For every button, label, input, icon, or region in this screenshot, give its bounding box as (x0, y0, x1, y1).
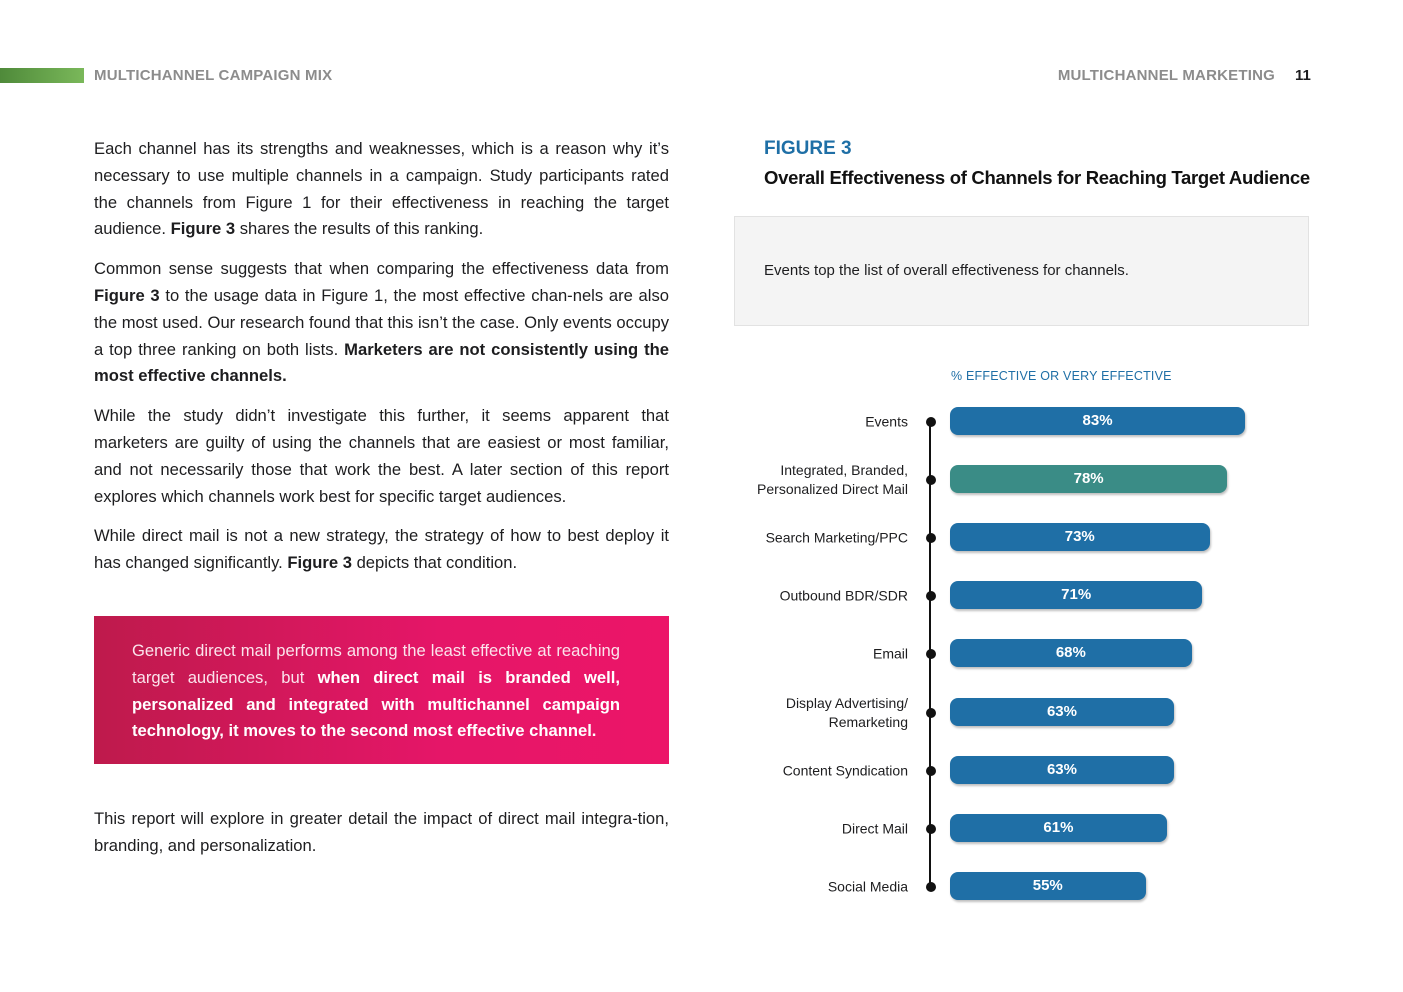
paragraph-3: While the study didn’t investigate this further, it seems apparent that marketers are guilty of using the channels that are easiest or most familiar, and not necessarily those that work the best. A later section of this report explores which channels work best for specific target audiences. (94, 406, 669, 506)
body-text (94, 136, 669, 590)
bar (950, 581, 1202, 609)
category-label: Social Media (827, 878, 908, 895)
chart-row (700, 581, 1320, 611)
chart-row (700, 462, 1320, 498)
callout-box (94, 616, 669, 764)
figure-label: FIGURE 3 (764, 138, 852, 159)
figure-ref: Figure 3 (170, 219, 236, 239)
bar (950, 698, 1174, 726)
category-label: Integrated, Branded, Personalized Direct Mail (757, 462, 908, 498)
axis-dot (926, 649, 936, 659)
figure-title: Overall Effectiveness of Channels for Reaching Target Audience (764, 167, 1310, 188)
paragraph-2 (94, 256, 669, 390)
chart-title: % EFFECTIVE OR VERY EFFECTIVE (951, 369, 1172, 383)
paragraph-4 (94, 523, 669, 577)
bar (950, 407, 1245, 435)
bar-value-label: 78% (1073, 470, 1104, 488)
bar (950, 756, 1174, 784)
axis-dot (926, 882, 936, 892)
bar-value-label: 73% (1064, 528, 1095, 546)
bar-value-label: 68% (1055, 644, 1086, 662)
text-run: depicts that condition. (351, 553, 518, 573)
category-label: Direct Mail (841, 820, 908, 837)
chart-row (700, 814, 1320, 844)
callout-text (132, 638, 620, 745)
bar (950, 523, 1210, 551)
paragraph-5: This report will explore in greater detail the impact of direct mail integra-tion, branding, and personalization. (94, 809, 669, 855)
bar-value-label: 63% (1046, 760, 1077, 778)
emphasis: when direct mail is branded well, personalized and integrated with multichannel campaign technology, it moves to the second most effective channel. (132, 667, 620, 741)
axis-dot (926, 824, 936, 834)
bar-value-label: 71% (1061, 586, 1092, 604)
figure-ref: Figure 3 (94, 285, 160, 305)
chart-row (700, 407, 1320, 437)
category-label: Outbound BDR/SDR (779, 587, 908, 604)
report-title: MULTICHANNEL MARKETING (1057, 67, 1275, 84)
bar-value-label: 83% (1082, 412, 1113, 429)
text-run: to the usage data in Figure 1, the most effective chan-nels are also the most used. Our research found that this isn’t the case. Only events occupy a top three ranking on both lists. (94, 285, 669, 359)
chart-row (700, 872, 1320, 902)
text-run: While direct mail is not a new strategy, the strategy of how to best deploy it has changed significantly. (94, 526, 669, 573)
bar (950, 639, 1192, 667)
figure-note-box (734, 216, 1309, 326)
chart-row (700, 639, 1320, 669)
text-run: shares the results of this ranking. (235, 219, 484, 239)
header-accent-bar (0, 68, 84, 83)
axis-dot (926, 708, 936, 718)
axis-dot (926, 533, 936, 543)
figure-note: Events top the list of overall effectiveness for channels. (764, 262, 1129, 279)
bar-value-label: 55% (1032, 876, 1063, 894)
body-text-final (94, 806, 669, 873)
text-run: Generic direct mail performs among the least effective at reaching target audiences, but (132, 641, 620, 687)
page-number: 11 (1295, 67, 1311, 84)
axis-dot (926, 591, 936, 601)
category-label: Display Advertising/ Remarketing (785, 694, 908, 730)
chart-row (700, 694, 1320, 730)
bar-value-label: 63% (1046, 702, 1077, 720)
category-label: Email (872, 645, 908, 662)
chart-row (700, 756, 1320, 786)
axis-dot (926, 475, 936, 485)
bar (950, 814, 1167, 842)
bar-value-label: 61% (1043, 818, 1074, 836)
bar (950, 465, 1227, 493)
bar (950, 872, 1146, 900)
text-run: Each channel has its strengths and weaknesses, which is a reason why it’s necessary to use multiple channels in a campaign. Study participants rated the channels from Figure 1 for their effectiveness in reaching the target audience. (94, 139, 669, 239)
axis-dot (926, 766, 936, 776)
chart-row (700, 523, 1320, 553)
axis-dot (926, 417, 936, 427)
figure-ref: Figure 3 (287, 553, 352, 573)
section-title: MULTICHANNEL CAMPAIGN MIX (94, 67, 333, 84)
paragraph-1 (94, 136, 669, 243)
category-label: Events (865, 413, 908, 430)
category-label: Content Syndication (782, 762, 908, 779)
text-run: Common sense suggests that when comparing the effectiveness data from (94, 259, 669, 279)
category-label: Search Marketing/PPC (765, 529, 908, 546)
emphasis: Marketers are not consistently using the most effective channels. (94, 339, 669, 386)
